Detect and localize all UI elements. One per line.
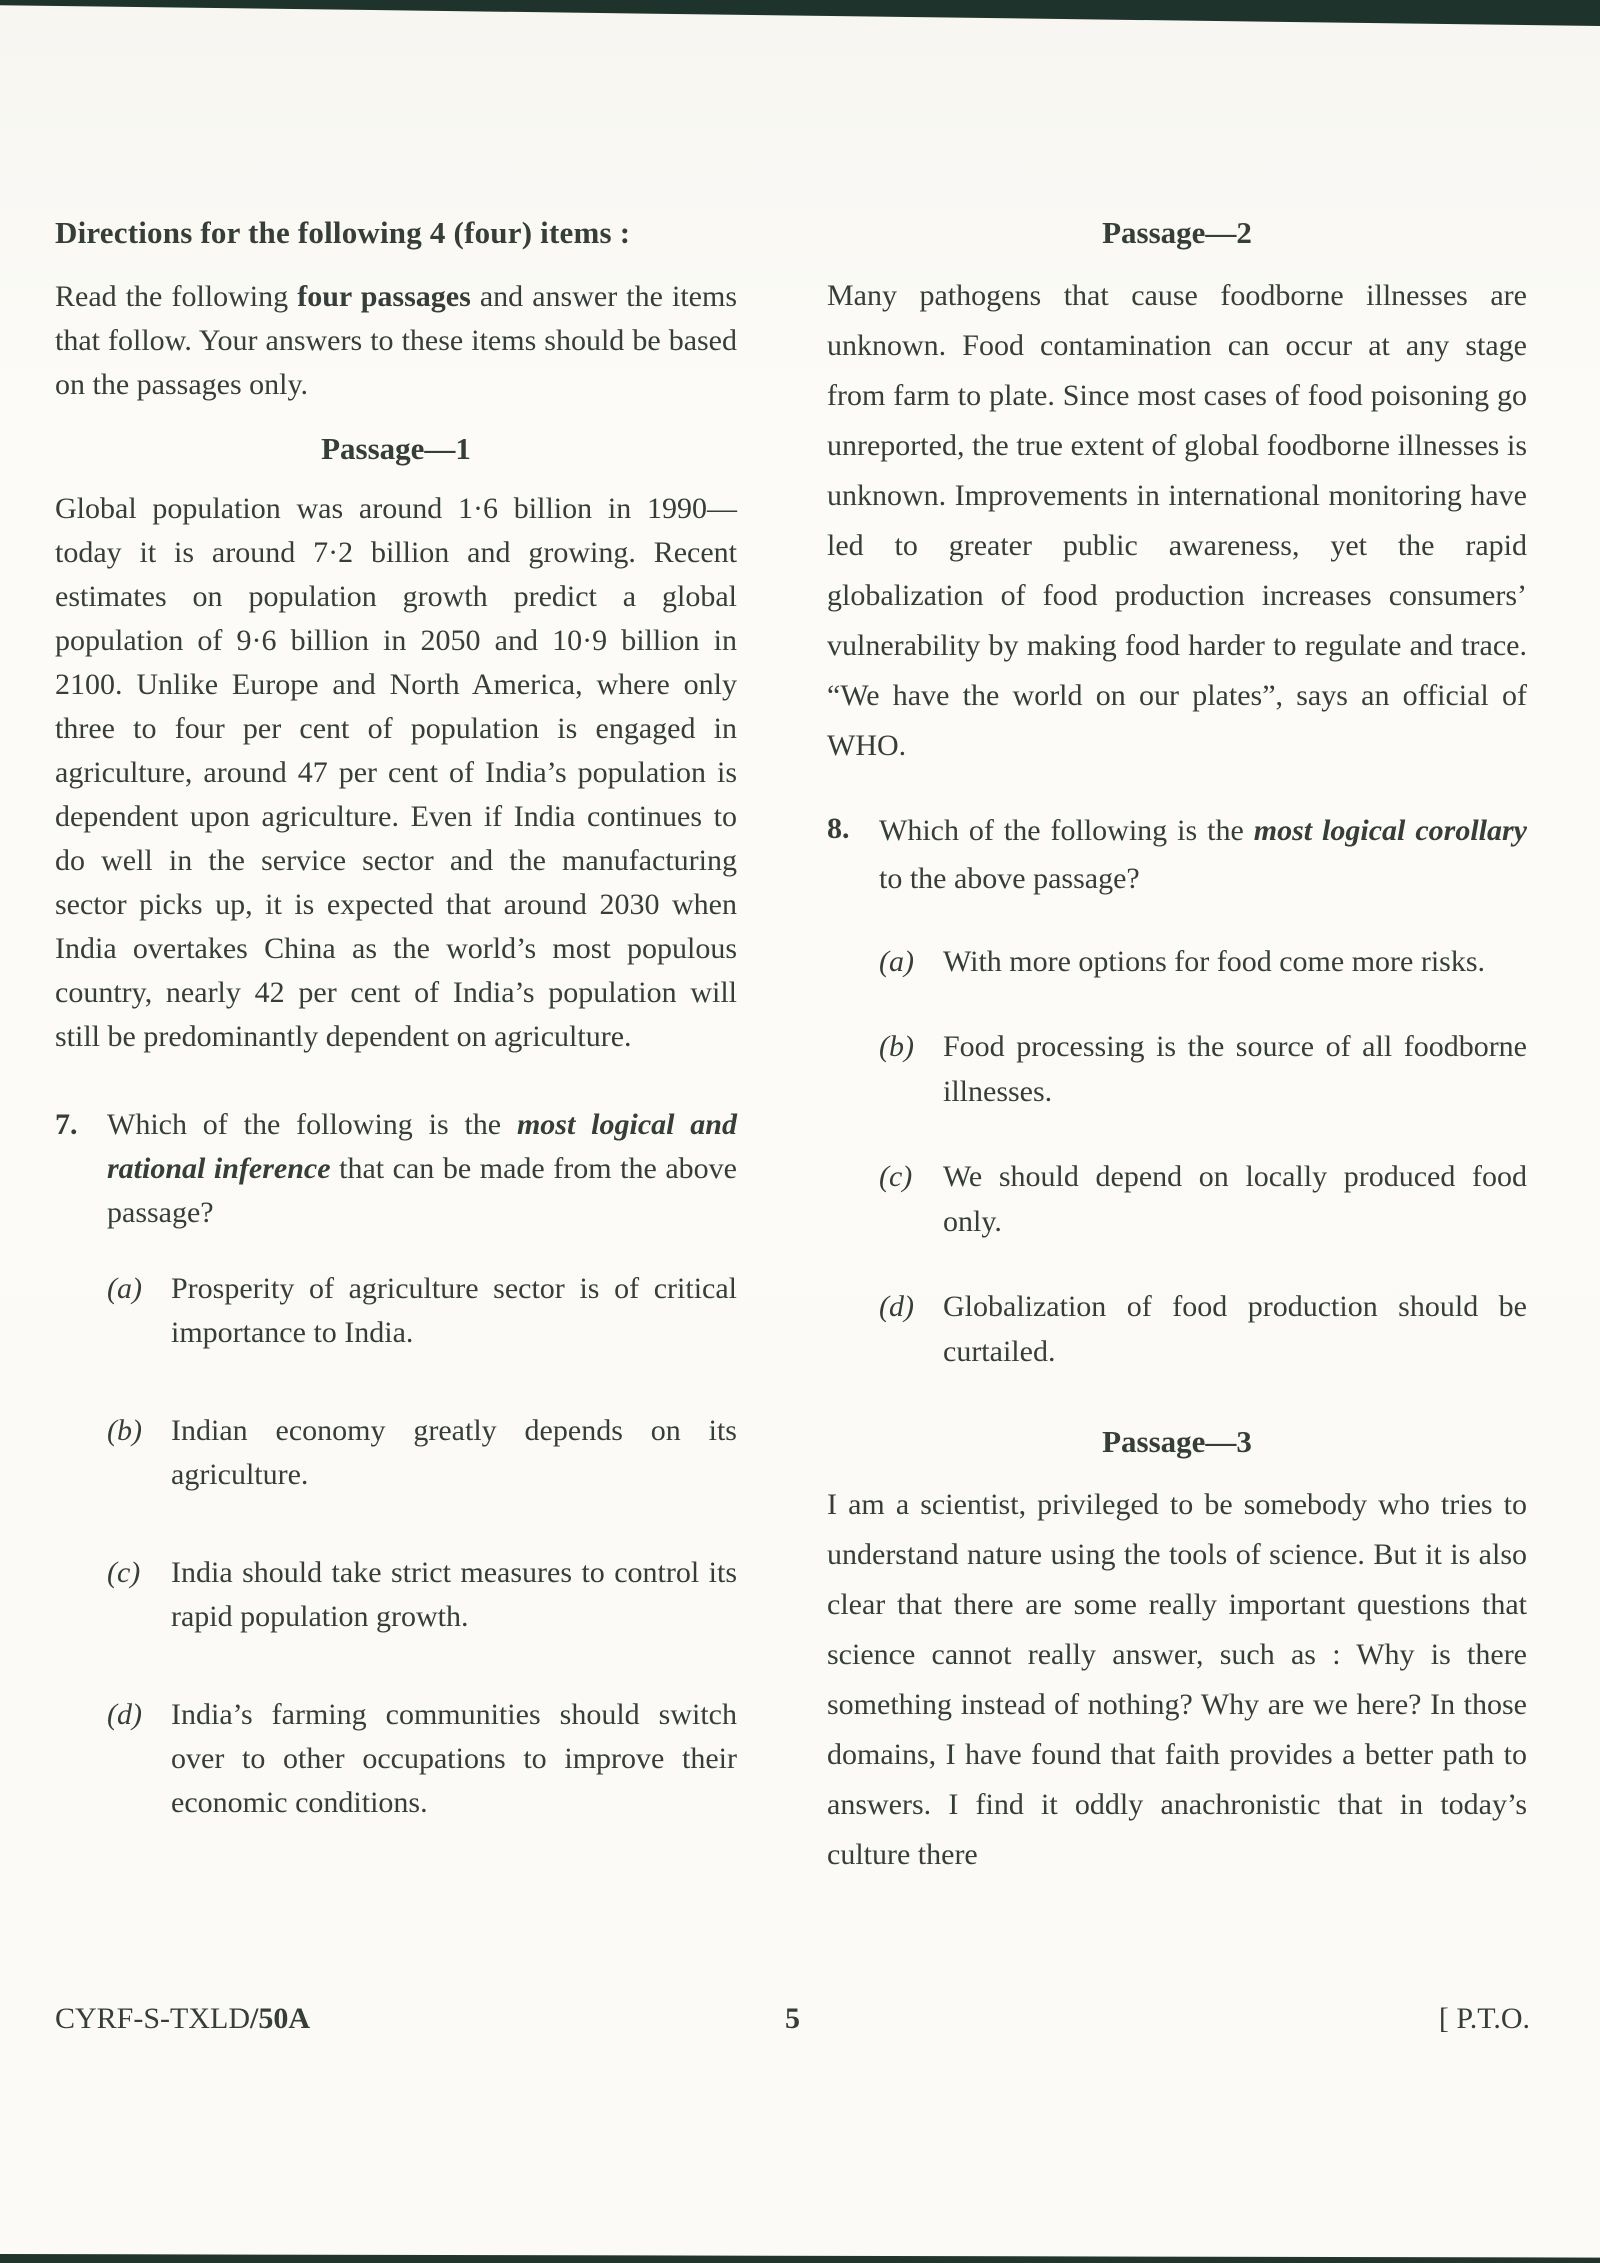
question8-option-d xyxy=(879,1284,1527,1374)
question8-option-a xyxy=(879,939,1527,984)
left-column xyxy=(55,215,737,1916)
directions-intro-bold: four passages xyxy=(297,280,471,313)
directions-intro-post: and answer the items that follow. Your answers to these items should be based on the passages only. xyxy=(55,280,738,401)
passage2-body: Many pathogens that cause foodborne illnesses are unknown. Food contamination can occur at any stage from farm to plate. Since most cases of food poisoning go unreported, the true extent of global foodborne illnesses is unknown. Improvements in international monitoring have led to greater public awareness, yet the rapid globalization of food production increases consumers’ vulnerability by making food harder to regulate and trace. “We have the world on our plates”, says an official of WHO. xyxy=(827,279,1527,762)
question7-option-a xyxy=(107,1267,737,1355)
question7-text xyxy=(107,1103,737,1235)
question7-option-d xyxy=(107,1693,737,1825)
option-text: Globalization of food production should be curtailed. xyxy=(943,1290,1527,1368)
question-8 xyxy=(827,807,1527,1414)
question8-text-emphasis: most logical corollary xyxy=(1253,814,1527,847)
question8-text-pre: Which of the following is the xyxy=(879,814,1254,847)
option-label: (c) xyxy=(879,1160,913,1193)
booklet-code-series: CYRF-S-TXLD xyxy=(55,2002,251,2035)
page-number: 5 xyxy=(785,2002,800,2035)
option-label: (a) xyxy=(107,1272,142,1305)
passage1-heading: Passage—1 xyxy=(321,431,471,466)
passage2-heading: Passage—2 xyxy=(1102,215,1252,250)
directions-text xyxy=(55,275,737,407)
directions-intro-pre: Read the following xyxy=(55,280,298,313)
question8-text-post: to the above passage? xyxy=(879,862,1140,895)
option-text: India should take strict measures to control its rapid population growth. xyxy=(171,1556,737,1633)
question7-text-emphasis: most logical and rational inference xyxy=(107,1108,737,1185)
directions-heading: Directions for the following 4 (four) items : xyxy=(55,215,631,250)
option-text: Food processing is the source of all foodborne illnesses. xyxy=(943,1030,1527,1108)
question8-body xyxy=(879,807,1527,1414)
question8-number: 8. xyxy=(827,812,850,845)
booklet-code-set: /50A xyxy=(250,2002,311,2035)
question8-option-b xyxy=(879,1024,1527,1114)
question-7 xyxy=(55,1103,737,1825)
option-text: Indian economy greatly depends on its agriculture. xyxy=(171,1414,737,1491)
right-column xyxy=(827,215,1527,1916)
question7-option-b xyxy=(107,1409,737,1497)
pto-label: [ P.T.O. xyxy=(1438,2002,1530,2035)
option-label: (a) xyxy=(879,945,914,978)
question7-option-c xyxy=(107,1551,737,1639)
passage1-body: Global population was around 1·6 billion in 1990—today it is around 7·2 billion and growing. Recent estimates on population growth predict a global population of 9·6 billion in 2050 and 10·9 billion in 2100. Unlike Europe and North America, where only three to four per cent of population is engaged in agriculture, around 47 per cent of India’s population is dependent upon agriculture. Even if India continues to do well in the service sector and the manufacturing sector picks up, it is expected that around 2030 when India overtakes China as the world’s most populous country, nearly 42 per cent of India’s population will still be predominantly dependent on agriculture. xyxy=(55,492,737,1053)
option-label: (c) xyxy=(107,1556,141,1589)
option-label: (d) xyxy=(879,1290,914,1323)
scan-artifact-bottom-band xyxy=(0,2251,1600,2263)
option-text: Prosperity of agriculture sector is of critical importance to India. xyxy=(171,1272,737,1349)
option-label: (b) xyxy=(107,1414,142,1447)
question7-text-pre: Which of the following is the xyxy=(107,1108,517,1141)
passage3-body: I am a scientist, privileged to be somebody who tries to understand nature using the tools of science. But it is also clear that there are some really important questions that science cannot really answer, such as : Why is there something instead of nothing? Why are we here? In those domains, I have found that faith provides a better path to answers. I find it oddly anachronistic that in today’s culture there xyxy=(827,1488,1527,1871)
question7-body xyxy=(107,1103,737,1825)
option-text: We should depend on locally produced food only. xyxy=(943,1160,1527,1238)
question8-option-c xyxy=(879,1154,1527,1244)
option-text: With more options for food come more risks. xyxy=(943,945,1486,978)
option-label: (b) xyxy=(879,1030,914,1063)
question8-text xyxy=(879,807,1527,903)
passage3-heading: Passage—3 xyxy=(1102,1424,1252,1459)
question7-text-post: that can be made from the above passage? xyxy=(107,1152,737,1229)
question7-number: 7. xyxy=(55,1108,78,1141)
option-text: India’s farming communities should switch over to other occupations to improve their economic conditions. xyxy=(171,1698,737,1819)
option-label: (d) xyxy=(107,1698,142,1731)
